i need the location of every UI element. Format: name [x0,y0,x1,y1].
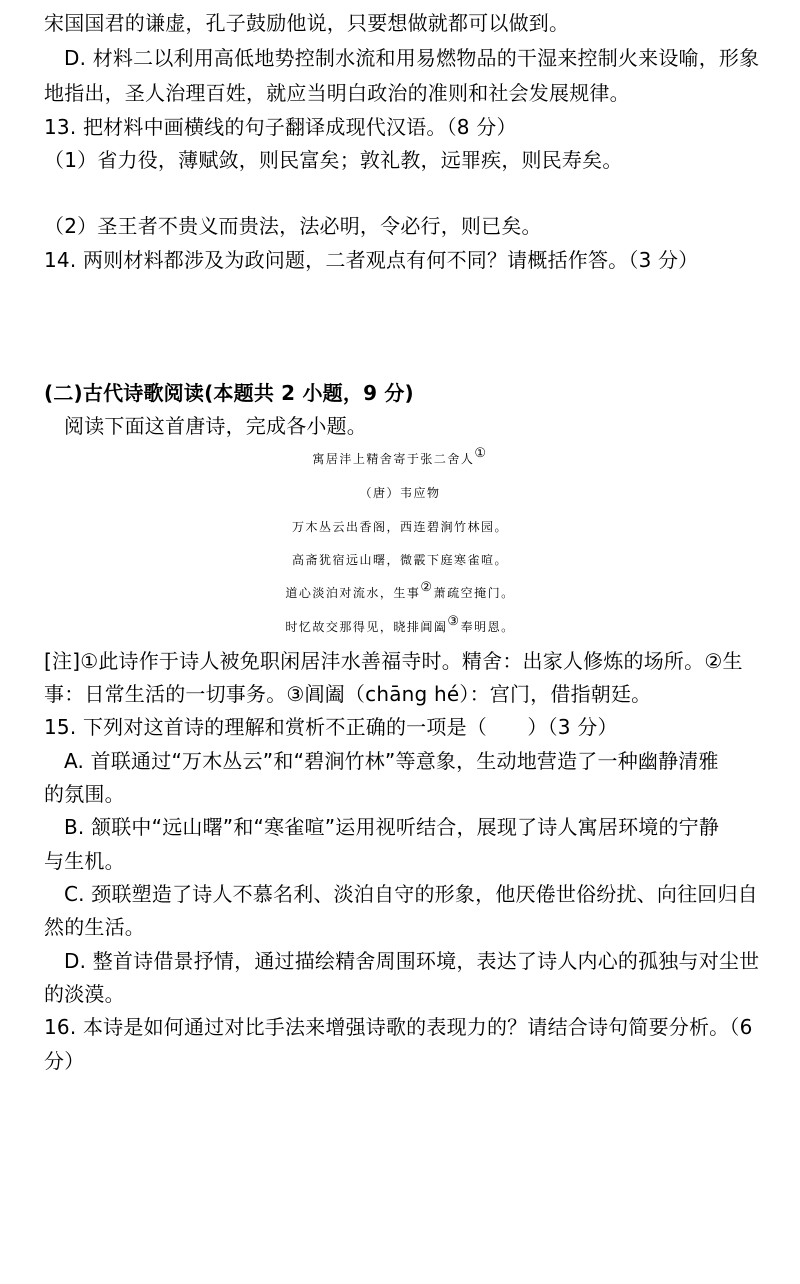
poem-line-3-part-b: 萧疏空掩门。 [433,586,515,600]
option-a-line-1: A. 首联通过“万木丛云”和“碧涧竹林”等意象，生动地营造了一种幽静清雅 [64,749,719,773]
poem-line-4 [0,612,800,642]
note-mark-2: ② [420,580,434,595]
poem-line-4-part-a: 时忆故交那得见，晓排阊阖 [285,620,448,634]
note-mark-3: ③ [447,614,461,629]
option-c-line-1: C. 颈联塑造了诗人不慕名利、淡泊自守的形象，他厌倦世俗纷扰、向往回归自 [64,882,758,906]
option-d-poem-line-2: 的淡漠。 [44,982,125,1006]
question-16-line-2: 分） [44,1049,85,1073]
option-b-line-1: B. 颔联中“远山曙”和“寒雀喧”运用视听结合，展现了诗人寓居环境的宁静 [64,815,720,839]
option-d-line-1: D. 材料二以利用高低地势控制水流和用易燃物品的干湿来控制火来设喻，形象 [64,46,760,70]
option-b-line-2: 与生机。 [44,849,125,873]
reading-instruction: 阅读下面这首唐诗，完成各小题。 [64,414,367,438]
question-13: 13. 把材料中画横线的句子翻译成现代汉语。（8 分） [44,115,517,139]
poem-line-1: 万木丛云出香阁，西连碧涧竹林园。 [291,520,508,534]
poem-line-3-part-a: 道心淡泊对流水，生事 [285,586,421,600]
notes-line-1: [注]①此诗作于诗人被免职闲居沣水善福寺时。精舍：出家人修炼的场所。②生 [44,649,743,673]
notes-line-2: 事：日常生活的一切事务。③阊阖（chāng hé）：宫门，借指朝廷。 [44,682,652,706]
poem-line-4-part-b: 奉明恩。 [460,620,515,634]
poem-line-3 [0,578,800,608]
question-15: 15. 下列对这首诗的理解和赏析不正确的一项是（ ）（3 分） [44,715,618,739]
option-d-line-2: 地指出，圣人治理百姓，就应当明白政治的准则和社会发展规律。 [44,81,630,105]
section-heading-poetry: (二)古代诗歌阅读(本题共 2 小题，9 分) [44,381,414,405]
option-a-line-2: 的氛围。 [44,782,125,806]
option-c-line-2: 然的生活。 [44,915,145,939]
question-13-part-2: （2）圣王者不贵义而贵法，法必明，令必行，则已矣。 [44,214,542,238]
poem-line-2: 高斋犹宿远山曙，微霰下庭寒雀喧。 [291,553,508,567]
option-d-poem-line-1: D. 整首诗借景抒情，通过描绘精舍周围环境，表达了诗人内心的孤独与对尘世 [64,949,760,973]
question-13-part-1: （1）省力役，薄赋敛，则民富矣；敦礼教，远罪疾，则民寿矣。 [44,148,623,172]
poem-author: （唐）韦应物 [359,486,441,500]
poem-title [0,444,800,474]
note-mark-1: ① [474,446,488,461]
question-16-line-1: 16. 本诗是如何通过对比手法来增强诗歌的表现力的？请结合诗句简要分析。（6 [44,1015,753,1039]
question-14: 14. 两则材料都涉及为政问题，二者观点有何不同？请概括作答。（3 分） [44,248,699,272]
poem-title-text: 寓居沣上精舍寄于张二舍人 [312,452,475,466]
answer-c-continuation: 宋国国君的谦虚，孔子鼓励他说，只要想做就都可以做到。 [44,11,570,35]
